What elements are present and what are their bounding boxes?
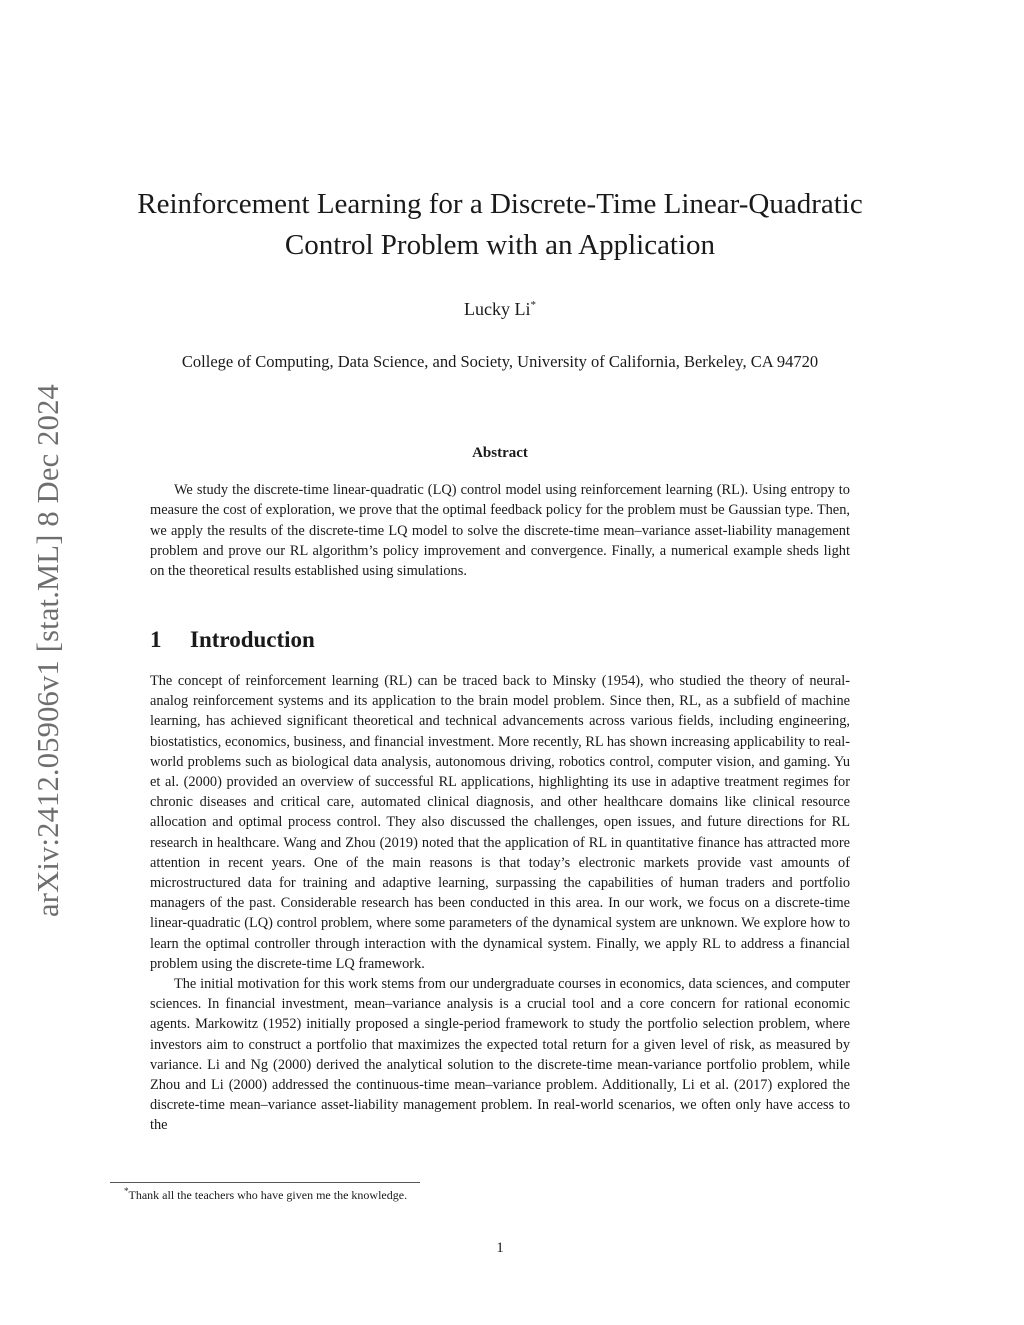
paragraph: The initial motivation for this work stems from our undergraduate courses in economics, data sciences, and computer sciences. In financial investment, mean–variance analysis is a crucial tool and a core concern for rational economic agents. Markowitz (1952) initially proposed a single-period framework to study the portfolio selection problem, where investors aim to construct a portfolio that maximizes the expected total return for a given level of risk, as measured by variance. Li and Ng (2000) derived the analytical solution to the discrete-time mean-variance portfolio problem, while Zhou and Li (2000) addressed the continuous-time mean–variance problem. Additionally, Li et al. (2017) explored the discrete-time mean–variance asset-liability management problem. In real-world scenarios, we often only have access to the bbox=[150, 976, 850, 1134]
section-heading bbox=[150, 627, 315, 653]
paper-title bbox=[110, 184, 890, 266]
abstract-heading: Abstract bbox=[472, 445, 528, 461]
page-number: 1 bbox=[496, 1240, 504, 1256]
arxiv-side-stamp bbox=[28, 355, 68, 945]
paragraph: The concept of reinforcement learning (RL) can be traced back to Minsky (1954), who studied the theory of neural-analog reinforcement systems and its application to the brain model problem. Since then, RL, as a subfield of machine learning, has achieved significant theoretical and technical advancements across various fields, including engineering, biostatistics, economics, business, and financial investment. More recently, RL has shown increasing applicability to real-world problems such as biological data analysis, autonomous driving, robotics control, computer vision, and gaming. Yu et al. (2000) provided an overview of successful RL applications, highlighting its use in adaptive treatment regimes for chronic diseases and critical care, automated clinical diagnosis, and other healthcare domains like clinical resource allocation and optimal process control. They also discussed the challenges, open issues, and future directions for RL research in healthcare. Wang and Zhou (2019) noted that the application of RL in quantitative finance has attracted more attention in recent years. One of the main reasons is that today’s electronic markets provide vast amounts of microstructured data for training and adaptive learning, surpassing the capabilities of human traders and portfolio managers of the past. Considerable research has been conducted in this area. In our work, we focus on a discrete-time linear-quadratic (LQ) control problem, where some parameters of the dynamical system are unknown. We explore how to learn the optimal controller through interaction with the dynamical system. Finally, we apply RL to address a financial problem using the discrete-time LQ framework. bbox=[150, 673, 850, 972]
title-line-2: Control Problem with an Application bbox=[284, 229, 716, 261]
author-name: Lucky Li bbox=[464, 299, 531, 319]
body-text bbox=[150, 671, 850, 1136]
title-line-1: Reinforcement Learning for a Discrete-Time Linear-Quadratic bbox=[137, 188, 863, 220]
section-title: Introduction bbox=[190, 627, 315, 652]
arxiv-identifier: arXiv:2412.05906v1 [stat.ML] 8 Dec 2024 bbox=[30, 383, 65, 917]
abstract-text: We study the discrete-time linear-quadratic (LQ) control model using reinforcement learning (RL). Using entropy to measure the cost of exploration, we prove that the optimal feedback policy for the problem must be Gaussian type. Then, we apply the results of the discrete-time LQ model to solve the discrete-time mean–variance asset-liability management problem and prove our RL algorithm’s policy improvement and convergence. Finally, a numerical example sheds light on the theoretical results established using simulations. bbox=[150, 482, 850, 580]
footnote-mark: * bbox=[124, 1186, 129, 1196]
section-number: 1 bbox=[150, 627, 162, 652]
author-footnote-mark: * bbox=[530, 299, 536, 311]
footnote bbox=[124, 1186, 407, 1203]
footnote-rule bbox=[110, 1182, 420, 1183]
author-line bbox=[0, 299, 1000, 320]
footnote-text: Thank all the teachers who have given me the knowledge. bbox=[128, 1188, 408, 1202]
affiliation: College of Computing, Data Science, and Society, University of California, Berkeley, CA 94720 bbox=[181, 352, 819, 371]
